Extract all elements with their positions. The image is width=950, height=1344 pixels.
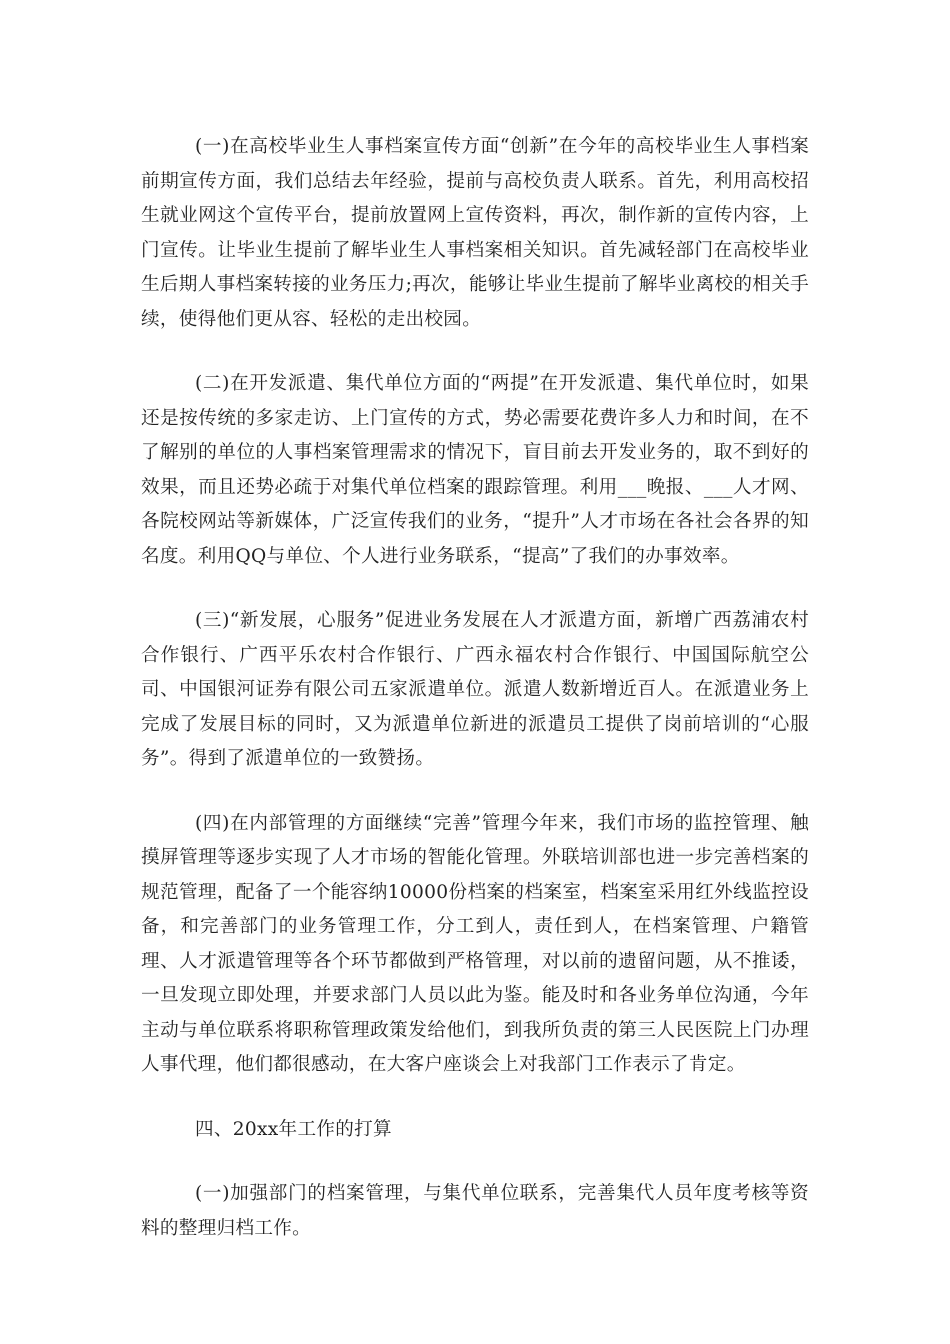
document-body	[141, 130, 809, 1246]
paragraph-new-development: (三)“新发展，心服务”促进业务发展在人才派遣方面，新增广西荔浦农村合作银行、广西平乐农村合作银行、广西永福农村合作银行、中国国际航空公司、中国银河证券有限公司五家派遣单位。派遣人数新增近百人。在派遣业务上完成了发展目标的同时，又为派遣单位新进的派遣员工提供了岗前培训的“心服务”。得到了派遣单位的一致赞扬。	[141, 610, 809, 769]
paragraph-dispatch-units: (二)在开发派遣、集代单位方面的“两提”在开发派遣、集代单位时，如果还是按传统的多家走访、上门宣传的方式，势必需要花费许多人力和时间，在不了解别的单位的人事档案管理需求的情况下，盲目前去开发业务的，取不到好的效果，而且还势必疏于对集代单位档案的跟踪管理。利用___晚报、___人才网、各院校网站等新媒体，广泛宣传我们的业务，“提升”人才市场在各社会各界的知名度。利用QQ与单位、个人进行业务联系，“提高”了我们的办事效率。	[141, 373, 809, 567]
paragraph-graduate-archives: (一)在高校毕业生人事档案宣传方面“创新”在今年的高校毕业生人事档案前期宣传方面，我们总结去年经验，提前与高校负责人联系。首先，利用高校招生就业网这个宣传平台，提前放置网上宣传资料，再次，制作新的宣传内容，上门宣传。让毕业生提前了解毕业生人事档案相关知识。首先减轻部门在高校毕业生后期人事档案转接的业务压力;再次，能够让毕业生提前了解毕业离校的相关手续，使得他们更从容、轻松的走出校园。	[141, 136, 809, 330]
paragraph-internal-management: (四)在内部管理的方面继续“完善”管理今年来，我们市场的监控管理、触摸屏管理等逐步实现了人才市场的智能化管理。外联培训部也进一步完善档案的规范管理，配备了一个能容纳10000份档案的档案室，档案室采用红外线监控设备，和完善部门的业务管理工作，分工到人，责任到人，在档案管理、户籍管理、人才派遣管理等各个环节都做到严格管理，对以前的遗留问题，从不推诿，一旦发现立即处理，并要求部门人员以此为鉴。能及时和各业务单位沟通，今年主动与单位联系将职称管理政策发给他们，到我所负责的第三人民医院上门办理人事代理，他们都很感动，在大客户座谈会上对我部门工作表示了肯定。	[141, 812, 809, 1075]
section-heading-work-plan: 四、20xx年工作的打算	[194, 1118, 392, 1140]
paragraph-archive-plan: (一)加强部门的档案管理，与集代单位联系，完善集代人员年度考核等资料的整理归档工作。	[141, 1183, 809, 1239]
